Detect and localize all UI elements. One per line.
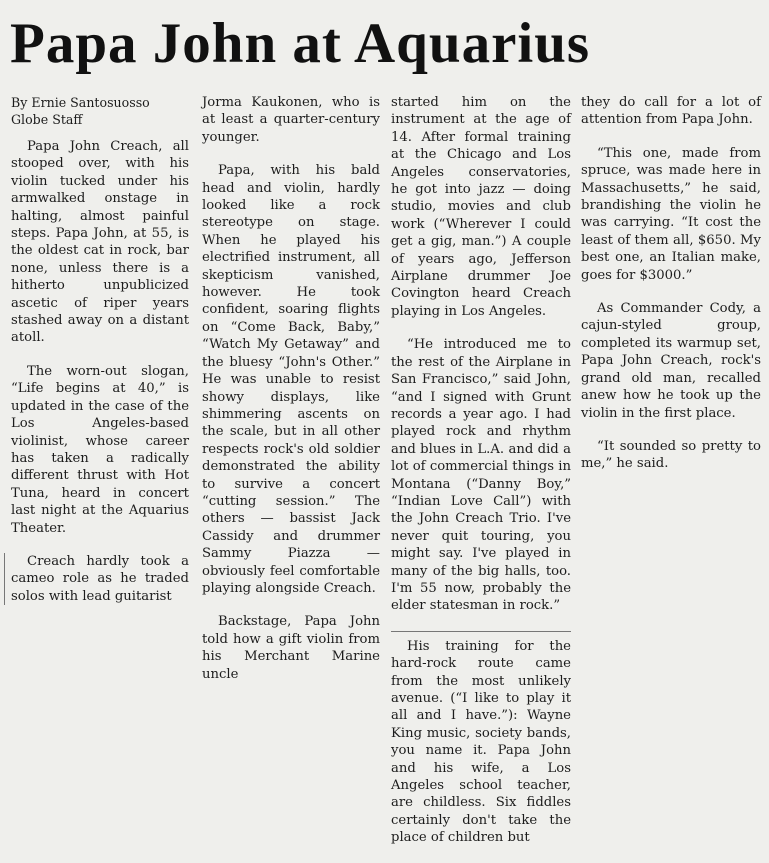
paragraph: Papa John Creach, all stooped over, with his violin tucked under his armwalked onstage in halting, almost painful steps. Papa John, at 55, is the oldest cat in rock, bar none, unless there is a hitherto unpublicized ascetic of riper years stashed away on a distant atoll. (11, 139, 189, 346)
paragraph: they do call for a lot of attention from Papa John. (581, 95, 761, 128)
column-1 (11, 94, 189, 621)
byline-affiliation: Globe Staff (11, 112, 83, 127)
paragraph: Backstage, Papa John told how a gift violin from his Merchant Marine uncle (202, 614, 380, 682)
paragraph: Creach hardly took a cameo role as he traded solos with lead guitarist (4, 553, 189, 605)
column-3 (391, 94, 571, 863)
paragraph: started him on the instrument at the age of 14. After formal training at the Chicago and Los Angeles conservatories, he got into jazz — doing studio, movies and club work (“Wherever I could get a gig, man.”) A couple of years ago, Jefferson Airplane drummer Joe Covington heard Creach playing in Los Angeles. (391, 95, 571, 319)
paragraph: As Commander Cody, a cajun-styled group, completed its warmup set, Papa John Creach, rock's grand old man, recalled anew how he took up the violin in the first place. (581, 301, 761, 421)
headline: Papa John at Aquarius (10, 12, 591, 75)
column-2 (202, 94, 380, 699)
column-4 (581, 94, 761, 489)
paragraph: Papa, with his bald head and violin, hardly looked like a rock stereotype on stage. When he played his electrified instrument, all skepticism vanished, however. He took confident, soaring flights on “Come Back, Baby,” “Watch My Getaway” and the bluesy “John's Other.” He was unable to resist showy displays, like shimmering ascents on the scale, but in all other respects rock's old soldier demonstrated the ability to survive a concert “cutting session.” The others — bassist Jack Cassidy and drummer Sammy Piazza — obviously feel comfortable playing alongside Creach. (202, 163, 380, 596)
paragraph: “It sounded so pretty to me,” he said. (581, 438, 761, 472)
paragraph: “This one, made from spruce, was made here in Massachusetts,” he said, brandishing the violin he was carrying. “It cost the least of them all, $650. My best one, an Italian make, goes for $3000.” (581, 145, 761, 283)
paragraph: “He introduced me to the rest of the Airplane in San Francisco,” said John, “and I signed with Grunt records a year ago. I had played rock and rhythm and blues in L.A. and did a lot of commercial things in Montana (“Danny Boy,” “Indian Love Call”) with the John Creach Trio. I've never quit touring, you might say. I've played in many of the big halls, too. I'm 55 now, probably the elder statesman in rock.” (391, 337, 571, 614)
paragraph: Jorma Kaukonen, who is at least a quarter-century younger. (202, 95, 380, 145)
byline-author: By Ernie Santosuosso (11, 95, 150, 110)
byline (11, 94, 189, 128)
paragraph: His training for the hard-rock route came from the most unlikely avenue. (“I like to play it all and I have.”): Wayne King music, society bands, you name it. Papa John and his wife, a Los Angeles school teacher, are childless. Six fiddles certainly don't take the place of children but (391, 631, 571, 847)
paragraph: The worn-out slogan, “Life begins at 40,” is updated in the case of the Los Angeles-based violinist, whose career has taken a radically different thrust with Hot Tuna, heard in concert last night at the Aquarius Theater. (11, 363, 189, 536)
